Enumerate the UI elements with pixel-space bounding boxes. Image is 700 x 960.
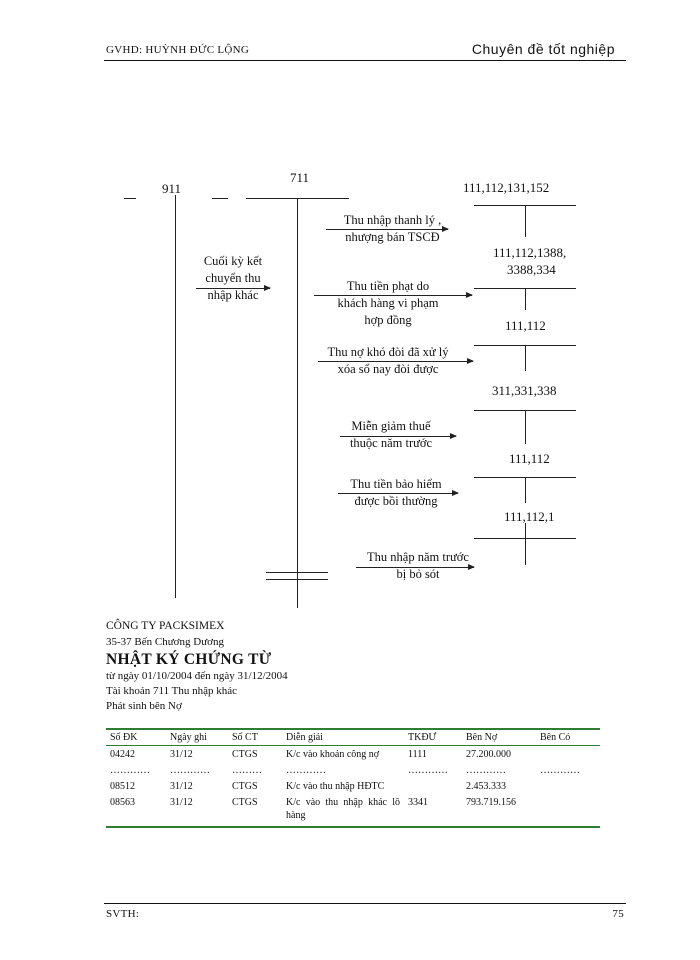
vline-911 bbox=[175, 195, 176, 598]
entry-arrow bbox=[318, 361, 473, 362]
entry-line: Thu nhập thanh lý , bbox=[343, 213, 442, 227]
table-cell: 31/12 bbox=[170, 749, 193, 760]
double-rule-top bbox=[266, 572, 328, 573]
entry-line: Thu tiền bảo hiểm bbox=[350, 477, 442, 491]
closing-note bbox=[192, 253, 274, 304]
account-label: 111,112,1 bbox=[504, 509, 555, 524]
journal-account: Tài khoản 711 Thu nhập khác bbox=[106, 685, 238, 697]
account-vline bbox=[525, 205, 526, 237]
column-header: Bên Nợ bbox=[462, 729, 536, 746]
table-cell: 08563 bbox=[106, 794, 166, 827]
account-label: 111,112 bbox=[509, 451, 550, 466]
account-label: 311,331,338 bbox=[492, 383, 557, 398]
table-cell: ………… bbox=[540, 765, 580, 776]
account-911: 911 bbox=[162, 181, 182, 196]
table-row bbox=[106, 746, 600, 763]
table-cell: 1111 bbox=[408, 749, 427, 760]
footer-left: SVTH: bbox=[106, 908, 140, 920]
account-label: 111,112,1388, bbox=[493, 245, 567, 260]
entry-line: Thu tiền phạt do bbox=[346, 279, 430, 293]
entry-4 bbox=[336, 418, 446, 452]
journal-table bbox=[106, 728, 600, 828]
account-vline bbox=[525, 345, 526, 371]
column-header: TKĐƯ bbox=[404, 729, 462, 746]
table-cell: CTGS bbox=[232, 781, 258, 792]
table-cell: CTGS bbox=[232, 749, 258, 760]
journal-title: NHẬT KÝ CHỨNG TỪ bbox=[106, 651, 272, 668]
entry-arrow bbox=[326, 229, 448, 230]
dash-911-left bbox=[124, 198, 136, 199]
account-vline bbox=[525, 477, 526, 503]
table-cell: ………… bbox=[408, 765, 448, 776]
company-name: CÔNG TY PACKSIMEX bbox=[106, 620, 225, 632]
column-header: Diễn giải bbox=[282, 729, 404, 746]
account-vline bbox=[525, 523, 526, 565]
entry-line: bị bỏ sót bbox=[396, 567, 440, 581]
entry-line: nhượng bán TSCĐ bbox=[345, 230, 440, 244]
closing-note-line: chuyển thu bbox=[205, 271, 261, 285]
table-cell: CTGS bbox=[228, 794, 282, 827]
account-vline bbox=[525, 288, 526, 310]
entry-line: hợp đồng bbox=[364, 313, 412, 327]
company-address: 35-37 Bến Chương Dương bbox=[106, 636, 224, 648]
journal-period: từ ngày 01/10/2004 đến ngày 31/12/2004 bbox=[106, 670, 288, 682]
account-vline bbox=[525, 410, 526, 444]
entry-arrow bbox=[356, 567, 474, 568]
vline-711 bbox=[297, 198, 298, 608]
entry-line: thuộc năm trước bbox=[349, 436, 433, 450]
column-header: Số CT bbox=[228, 729, 282, 746]
entry-arrow bbox=[314, 295, 472, 296]
table-cell: ……… bbox=[232, 765, 262, 776]
entry-line: Miễn giảm thuế bbox=[351, 419, 431, 433]
table-row bbox=[106, 794, 600, 827]
closing-note-line: Cuối kỳ kết bbox=[203, 254, 263, 268]
table-row bbox=[106, 762, 600, 778]
column-header: Ngày ghi bbox=[166, 729, 228, 746]
table-cell bbox=[536, 746, 600, 763]
account-label: 111,112,131,152 bbox=[463, 180, 550, 195]
column-header: Bên Có bbox=[536, 729, 600, 746]
table-cell: 27.200.000 bbox=[466, 749, 511, 760]
double-rule-bottom bbox=[266, 579, 328, 580]
table-row bbox=[106, 778, 600, 794]
table-cell: 08512 bbox=[110, 781, 135, 792]
entry-arrow bbox=[338, 493, 458, 494]
table-cell: 2.453.333 bbox=[466, 781, 506, 792]
account-label: 3388,334 bbox=[507, 262, 556, 277]
table-cell bbox=[536, 794, 600, 827]
entry-line: Thu nợ khó đòi đã xử lý bbox=[327, 345, 449, 359]
entry-arrow bbox=[340, 436, 456, 437]
table-cell: K/c vào thu nhập khác lô hàng bbox=[282, 794, 404, 827]
dash-911-right bbox=[212, 198, 228, 199]
table-cell: ………… bbox=[466, 765, 506, 776]
column-header: Số ĐK bbox=[106, 729, 166, 746]
table-cell: ………… bbox=[170, 765, 210, 776]
table-cell: 31/12 bbox=[166, 794, 228, 827]
entry-2 bbox=[318, 278, 458, 329]
closing-note-line: nhập khác bbox=[207, 288, 259, 302]
table-cell: 793.719.156 bbox=[462, 794, 536, 827]
entry-line: xóa sổ nay đòi được bbox=[337, 362, 439, 376]
entry-line: được bồi thường bbox=[354, 494, 438, 508]
entry-6 bbox=[354, 549, 482, 583]
page-number: 75 bbox=[612, 908, 624, 920]
entry-line: khách hàng vi phạm bbox=[337, 296, 439, 310]
footer-rule bbox=[104, 903, 626, 904]
header-right: Chuyên đề tốt nghiệp bbox=[471, 41, 615, 57]
table-cell: 3341 bbox=[404, 794, 462, 827]
header-rule bbox=[104, 60, 626, 61]
table-cell: K/c vào thu nhập HĐTC bbox=[286, 781, 385, 792]
journal-side: Phát sinh bên Nợ bbox=[106, 700, 182, 712]
closing-arrow bbox=[196, 288, 270, 289]
account-label: 111,112 bbox=[505, 318, 546, 333]
table-cell bbox=[404, 778, 462, 794]
account-711: 711 bbox=[290, 170, 310, 185]
table-cell: K/c vào khoản công nợ bbox=[286, 749, 380, 760]
table-cell bbox=[536, 778, 600, 794]
header-left: GVHD: HUỲNH ĐỨC LỘNG bbox=[106, 44, 250, 56]
table-cell: ………… bbox=[110, 765, 150, 776]
table-cell: 31/12 bbox=[170, 781, 193, 792]
table-header-row bbox=[106, 729, 600, 746]
table-cell: ………… bbox=[286, 765, 326, 776]
table-cell: 04242 bbox=[110, 749, 135, 760]
entry-line: Thu nhập năm trước bbox=[367, 550, 469, 564]
